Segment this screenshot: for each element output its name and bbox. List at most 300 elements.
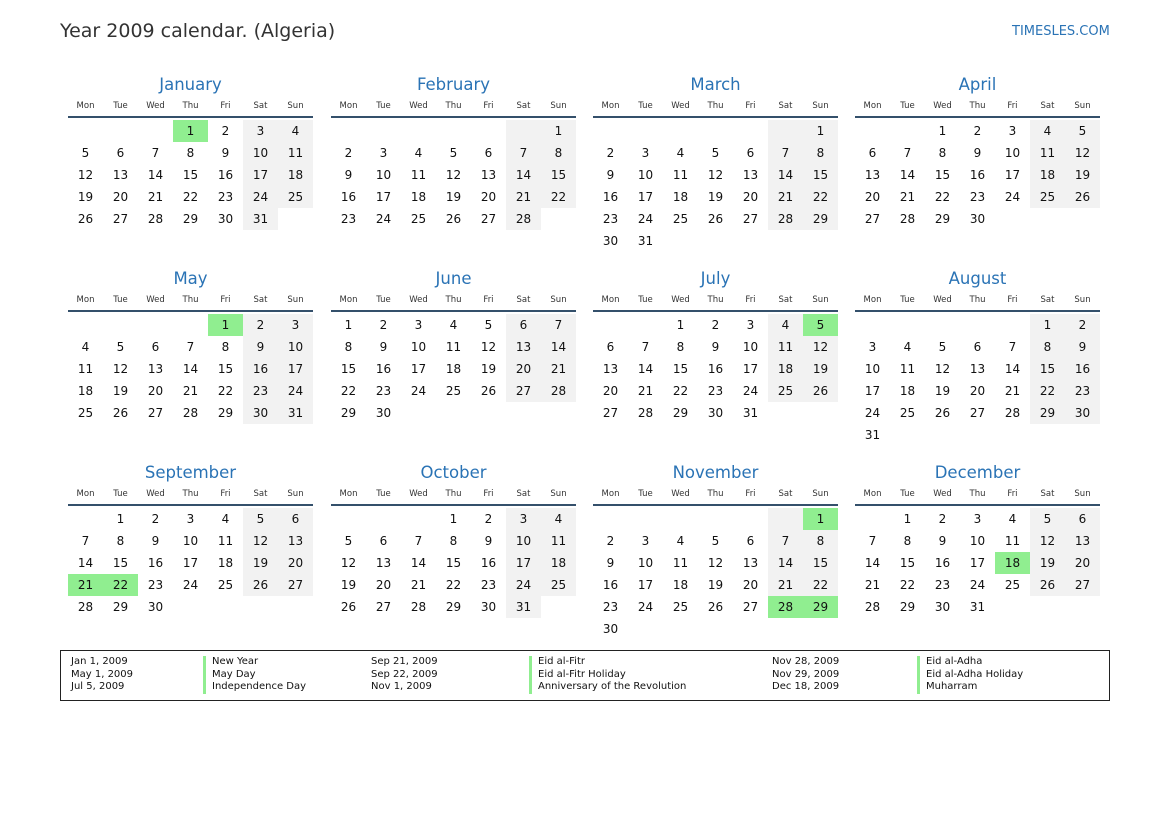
day-cell: 5 <box>484 318 493 332</box>
day-cell: 13 <box>742 556 759 570</box>
weekday-label: Wed <box>146 295 165 305</box>
day-cell: 15 <box>541 164 576 186</box>
day-cell: 21 <box>410 578 427 592</box>
day-cell: 5 <box>1065 120 1100 142</box>
day-cell: 18 <box>672 190 689 204</box>
day-cell: 12 <box>707 168 724 182</box>
day-cell: 15 <box>934 168 951 182</box>
holiday-day: 5 <box>803 314 838 336</box>
day-cell: 20 <box>969 384 986 398</box>
legend-holiday-name: Eid al-Adha <box>917 656 982 669</box>
day-cell: 26 <box>445 212 462 226</box>
weekday-label: Sat <box>516 295 531 305</box>
weekday-label: Thu <box>182 489 199 499</box>
empty-cell <box>68 508 103 530</box>
day-cell: 30 <box>707 406 724 420</box>
day-cell: 29 <box>112 600 129 614</box>
empty-cell <box>401 120 436 142</box>
day-cell: 19 <box>445 190 462 204</box>
day-cell: 30 <box>480 600 497 614</box>
weekday-label: Fri <box>745 489 756 499</box>
day-cell: 25 <box>410 212 427 226</box>
weekday-label: Mon <box>601 295 620 305</box>
day-cell: 26 <box>340 600 357 614</box>
day-cell: 16 <box>969 168 986 182</box>
day-cell: 5 <box>449 146 458 160</box>
day-cell: 15 <box>445 556 462 570</box>
day-cell: 6 <box>151 340 160 354</box>
day-cell: 11 <box>672 556 689 570</box>
day-cell: 13 <box>278 530 313 552</box>
day-cell: 30 <box>602 622 619 636</box>
day-cell: 11 <box>410 168 427 182</box>
day-cell: 22 <box>340 384 357 398</box>
day-cell: 13 <box>112 168 129 182</box>
empty-cell <box>855 314 890 336</box>
day-cell: 10 <box>278 336 313 358</box>
day-cell: 25 <box>672 600 689 614</box>
weekday-label: Wed <box>671 489 690 499</box>
day-cell: 2 <box>484 512 493 526</box>
weekday-label: Fri <box>745 101 756 111</box>
day-grid <box>593 120 838 252</box>
day-cell: 11 <box>541 530 576 552</box>
day-cell: 18 <box>899 384 916 398</box>
day-cell: 7 <box>1008 340 1017 354</box>
weekday-label: Fri <box>220 101 231 111</box>
weekday-label: Sat <box>1040 489 1055 499</box>
day-cell: 12 <box>934 362 951 376</box>
day-cell: 9 <box>151 534 160 548</box>
day-cell: 25 <box>278 186 313 208</box>
day-cell: 24 <box>864 406 881 420</box>
empty-cell <box>366 120 401 142</box>
day-grid <box>855 508 1100 618</box>
holiday-legend <box>60 650 1110 701</box>
day-cell: 23 <box>969 190 986 204</box>
day-cell: 22 <box>934 190 951 204</box>
month-march <box>593 72 838 252</box>
day-cell: 7 <box>903 146 912 160</box>
day-cell: 7 <box>868 534 877 548</box>
day-cell: 6 <box>278 508 313 530</box>
day-cell: 14 <box>637 362 654 376</box>
weekday-label: Thu <box>182 295 199 305</box>
weekday-label: Tue <box>900 295 915 305</box>
day-cell: 15 <box>112 556 129 570</box>
day-cell: 10 <box>969 534 986 548</box>
day-cell: 4 <box>278 120 313 142</box>
empty-cell <box>663 120 698 142</box>
weekday-label: Sun <box>287 101 304 111</box>
weekday-label: Sun <box>550 489 567 499</box>
day-cell: 21 <box>182 384 199 398</box>
weekday-label: Sun <box>287 295 304 305</box>
day-cell: 28 <box>182 406 199 420</box>
weekday-label: Sat <box>1040 295 1055 305</box>
empty-cell <box>663 508 698 530</box>
day-cell: 19 <box>1065 164 1100 186</box>
day-cell: 24 <box>410 384 427 398</box>
day-cell: 6 <box>746 534 755 548</box>
day-cell: 29 <box>934 212 951 226</box>
day-cell: 12 <box>1030 530 1065 552</box>
day-grid <box>331 120 576 230</box>
month-july <box>593 266 838 424</box>
empty-cell <box>768 508 803 530</box>
day-cell: 29 <box>182 212 199 226</box>
day-cell: 10 <box>637 556 654 570</box>
weekday-label: Sun <box>1074 295 1091 305</box>
day-cell: 8 <box>803 530 838 552</box>
weekday-label: Mon <box>339 101 358 111</box>
day-cell: 26 <box>1065 186 1100 208</box>
day-cell: 13 <box>506 336 541 358</box>
day-cell: 13 <box>602 362 619 376</box>
day-cell: 4 <box>449 318 458 332</box>
holiday-day: 1 <box>803 508 838 530</box>
day-cell: 9 <box>379 340 388 354</box>
month-name: December <box>934 463 1021 482</box>
day-cell: 16 <box>1065 358 1100 380</box>
day-cell: 27 <box>864 212 881 226</box>
day-cell: 20 <box>602 384 619 398</box>
day-cell: 27 <box>742 600 759 614</box>
day-cell: 8 <box>676 340 685 354</box>
day-cell: 27 <box>278 574 313 596</box>
day-cell: 8 <box>449 534 458 548</box>
holiday-day: 29 <box>803 596 838 618</box>
day-cell: 18 <box>77 384 94 398</box>
day-cell: 24 <box>1004 190 1021 204</box>
legend-holiday-name: Eid al-Adha Holiday <box>917 669 1023 682</box>
month-january <box>68 72 313 230</box>
day-cell: 28 <box>864 600 881 614</box>
day-cell: 23 <box>602 212 619 226</box>
weekday-label: Thu <box>969 101 986 111</box>
legend-date: Nov 29, 2009 <box>772 668 840 680</box>
weekday-label: Wed <box>671 295 690 305</box>
day-cell: 25 <box>77 406 94 420</box>
month-name: January <box>159 75 222 94</box>
legend-holiday-name: New Year <box>203 656 258 669</box>
day-cell: 21 <box>506 186 541 208</box>
day-cell: 26 <box>707 600 724 614</box>
day-cell: 15 <box>803 164 838 186</box>
day-cell: 7 <box>506 142 541 164</box>
day-cell: 12 <box>707 556 724 570</box>
day-cell: 5 <box>344 534 353 548</box>
day-cell: 18 <box>1030 164 1065 186</box>
weekday-label: Wed <box>146 101 165 111</box>
page-title: Year 2009 calendar. (Algeria) <box>60 20 336 42</box>
day-cell: 30 <box>217 212 234 226</box>
day-cell: 19 <box>77 190 94 204</box>
day-cell: 30 <box>243 402 278 424</box>
day-cell: 22 <box>672 384 689 398</box>
day-grid <box>68 314 313 424</box>
weekday-label: Tue <box>638 489 653 499</box>
weekday-label: Thu <box>445 295 462 305</box>
weekday-label: Tue <box>113 101 128 111</box>
day-cell: 24 <box>375 212 392 226</box>
weekday-label: Sun <box>812 295 829 305</box>
day-cell: 30 <box>147 600 164 614</box>
day-cell: 16 <box>243 358 278 380</box>
day-cell: 15 <box>672 362 689 376</box>
day-cell: 27 <box>112 212 129 226</box>
day-cell: 27 <box>147 406 164 420</box>
day-cell: 12 <box>480 340 497 354</box>
day-cell: 11 <box>768 336 803 358</box>
weekday-label: Fri <box>745 295 756 305</box>
day-cell: 19 <box>803 358 838 380</box>
day-cell: 12 <box>445 168 462 182</box>
holiday-day: 22 <box>103 574 138 596</box>
legend-date: May 1, 2009 <box>71 668 134 680</box>
day-cell: 4 <box>81 340 90 354</box>
day-cell: 7 <box>186 340 195 354</box>
day-cell: 19 <box>934 384 951 398</box>
day-cell: 26 <box>77 212 94 226</box>
day-cell: 28 <box>541 380 576 402</box>
day-cell: 2 <box>243 314 278 336</box>
month-name: August <box>948 269 1007 288</box>
weekday-label: Sat <box>778 101 793 111</box>
holiday-day: 28 <box>768 596 803 618</box>
day-grid <box>593 314 838 424</box>
weekday-header <box>68 100 313 118</box>
day-grid <box>68 508 313 618</box>
weekday-label: Mon <box>601 101 620 111</box>
day-cell: 25 <box>672 212 689 226</box>
day-cell: 1 <box>116 512 125 526</box>
weekday-label: Tue <box>376 489 391 499</box>
day-cell: 14 <box>182 362 199 376</box>
day-cell: 14 <box>541 336 576 358</box>
day-grid <box>855 120 1100 230</box>
day-cell: 27 <box>480 212 497 226</box>
month-april <box>855 72 1100 230</box>
day-cell: 2 <box>379 318 388 332</box>
legend-holiday-name: Muharram <box>917 681 977 694</box>
weekday-label: Tue <box>113 295 128 305</box>
day-cell: 14 <box>864 556 881 570</box>
empty-cell <box>768 120 803 142</box>
day-cell: 21 <box>768 186 803 208</box>
day-cell: 6 <box>868 146 877 160</box>
day-cell: 26 <box>707 212 724 226</box>
month-name: February <box>416 75 491 94</box>
day-cell: 30 <box>375 406 392 420</box>
empty-cell <box>138 314 173 336</box>
day-cell: 13 <box>375 556 392 570</box>
day-cell: 4 <box>1030 120 1065 142</box>
day-cell: 21 <box>1004 384 1021 398</box>
day-cell: 11 <box>899 362 916 376</box>
day-cell: 20 <box>742 578 759 592</box>
day-cell: 28 <box>506 208 541 230</box>
day-cell: 25 <box>445 384 462 398</box>
weekday-label: Thu <box>707 489 724 499</box>
site-link[interactable]: TIMESLES.COM <box>1012 24 1110 39</box>
day-cell: 11 <box>1004 534 1021 548</box>
day-cell: 20 <box>147 384 164 398</box>
day-cell: 16 <box>217 168 234 182</box>
empty-cell <box>628 120 663 142</box>
weekday-header <box>68 294 313 312</box>
day-cell: 20 <box>1065 552 1100 574</box>
day-cell: 13 <box>864 168 881 182</box>
day-cell: 16 <box>602 190 619 204</box>
weekday-header <box>855 488 1100 506</box>
day-cell: 17 <box>637 578 654 592</box>
empty-cell <box>628 314 663 336</box>
day-cell: 7 <box>541 314 576 336</box>
month-name: November <box>672 463 759 482</box>
day-cell: 28 <box>410 600 427 614</box>
day-cell: 4 <box>768 314 803 336</box>
day-cell: 15 <box>899 556 916 570</box>
day-cell: 29 <box>672 406 689 420</box>
weekday-label: Mon <box>339 489 358 499</box>
day-grid <box>331 314 576 424</box>
day-cell: 24 <box>278 380 313 402</box>
day-cell: 6 <box>116 146 125 160</box>
day-cell: 11 <box>672 168 689 182</box>
weekday-label: Sat <box>253 295 268 305</box>
day-cell: 28 <box>77 600 94 614</box>
day-cell: 11 <box>278 142 313 164</box>
day-cell: 19 <box>112 384 129 398</box>
day-cell: 30 <box>969 212 986 226</box>
day-cell: 22 <box>217 384 234 398</box>
day-cell: 12 <box>1065 142 1100 164</box>
day-cell: 16 <box>340 190 357 204</box>
weekday-label: Thu <box>969 489 986 499</box>
day-cell: 17 <box>637 190 654 204</box>
month-november <box>593 460 838 640</box>
day-cell: 5 <box>243 508 278 530</box>
legend-holiday-name: Anniversary of the Revolution <box>529 681 686 694</box>
day-cell: 8 <box>903 534 912 548</box>
day-cell: 31 <box>506 596 541 618</box>
weekday-label: Thu <box>707 101 724 111</box>
day-cell: 5 <box>81 146 90 160</box>
day-cell: 8 <box>938 146 947 160</box>
holiday-day: 1 <box>208 314 243 336</box>
day-cell: 16 <box>602 578 619 592</box>
weekday-label: Sun <box>1074 489 1091 499</box>
day-cell: 1 <box>449 512 458 526</box>
legend-date: Jan 1, 2009 <box>71 656 128 667</box>
day-cell: 14 <box>147 168 164 182</box>
legend-date: Dec 18, 2009 <box>772 681 840 692</box>
day-cell: 1 <box>938 124 947 138</box>
day-cell: 20 <box>480 190 497 204</box>
day-cell: 26 <box>803 380 838 402</box>
day-cell: 15 <box>182 168 199 182</box>
empty-cell <box>733 120 768 142</box>
day-cell: 14 <box>410 556 427 570</box>
day-cell: 14 <box>768 164 803 186</box>
day-cell: 6 <box>484 146 493 160</box>
day-cell: 2 <box>711 318 720 332</box>
weekday-header <box>331 488 576 506</box>
day-cell: 15 <box>1030 358 1065 380</box>
day-cell: 26 <box>1030 574 1065 596</box>
day-cell: 10 <box>375 168 392 182</box>
day-cell: 17 <box>969 556 986 570</box>
day-cell: 25 <box>1004 578 1021 592</box>
day-cell: 2 <box>151 512 160 526</box>
weekday-label: Thu <box>445 489 462 499</box>
day-cell: 8 <box>344 340 353 354</box>
empty-cell <box>68 120 103 142</box>
day-cell: 14 <box>1004 362 1021 376</box>
weekday-label: Wed <box>933 489 952 499</box>
day-cell: 1 <box>676 318 685 332</box>
day-cell: 9 <box>938 534 947 548</box>
day-cell: 11 <box>77 362 94 376</box>
empty-cell <box>436 120 471 142</box>
day-cell: 24 <box>637 600 654 614</box>
day-cell: 23 <box>217 190 234 204</box>
day-cell: 9 <box>711 340 720 354</box>
day-cell: 23 <box>340 212 357 226</box>
day-grid <box>855 314 1100 446</box>
day-cell: 24 <box>637 212 654 226</box>
day-cell: 5 <box>116 340 125 354</box>
day-cell: 2 <box>606 146 615 160</box>
day-cell: 22 <box>803 186 838 208</box>
empty-cell <box>628 508 663 530</box>
month-name: October <box>420 463 487 482</box>
month-name: June <box>435 269 472 288</box>
day-cell: 20 <box>506 358 541 380</box>
day-cell: 18 <box>278 164 313 186</box>
weekday-label: Sun <box>550 295 567 305</box>
weekday-label: Sat <box>516 101 531 111</box>
weekday-label: Mon <box>76 489 95 499</box>
day-cell: 9 <box>344 168 353 182</box>
day-cell: 16 <box>480 556 497 570</box>
empty-cell <box>401 508 436 530</box>
day-cell: 8 <box>803 142 838 164</box>
legend-date: Sep 22, 2009 <box>371 668 438 680</box>
empty-cell <box>506 120 541 142</box>
day-cell: 10 <box>506 530 541 552</box>
day-cell: 13 <box>480 168 497 182</box>
weekday-label: Wed <box>409 295 428 305</box>
day-cell: 13 <box>1065 530 1100 552</box>
weekday-label: Sat <box>1040 101 1055 111</box>
month-name: March <box>690 75 741 94</box>
weekday-label: Fri <box>220 295 231 305</box>
day-cell: 7 <box>641 340 650 354</box>
empty-cell <box>890 120 925 142</box>
day-cell: 18 <box>410 190 427 204</box>
day-cell: 6 <box>506 314 541 336</box>
day-cell: 19 <box>480 362 497 376</box>
weekday-label: Fri <box>220 489 231 499</box>
weekday-label: Sun <box>550 101 567 111</box>
day-cell: 18 <box>445 362 462 376</box>
day-cell: 27 <box>506 380 541 402</box>
day-cell: 2 <box>606 534 615 548</box>
empty-cell <box>733 508 768 530</box>
day-cell: 6 <box>746 146 755 160</box>
